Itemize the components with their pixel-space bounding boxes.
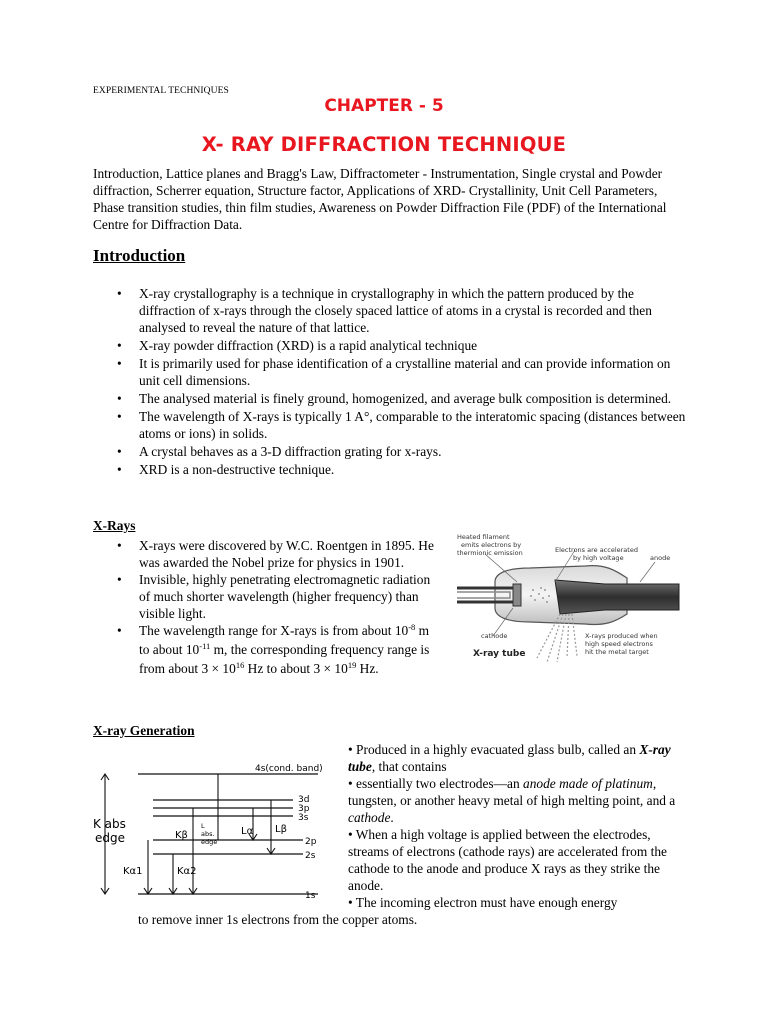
label-k-beta: Kβ [175, 830, 188, 841]
label-filament: Heated filament [457, 533, 510, 541]
exponent: 16 [235, 660, 245, 670]
text-run: , that contains [371, 759, 447, 774]
list-item: • Invisible, highly penetrating electromagnetic radiation of much shorter wavelength (higher frequency) than visible light. [93, 571, 438, 622]
label-l-abs: abs. [201, 830, 215, 838]
generation-paragraph: • When a high voltage is applied between the electrodes, streams of electrons (cathode rays) are accelerated from the cathode to the anode and produce X rays as they strike the anode. [348, 827, 667, 893]
list-item: • The analysed material is finely ground, homogenized, and average bulk composition is determined. [93, 390, 689, 407]
label-k-alpha1: Kα1 [123, 866, 143, 877]
range-text: m, the corresponding frequency range is from about 3 × 10 [139, 642, 430, 676]
anode-electrode [555, 580, 679, 614]
label-xray-tube: X-ray tube [473, 649, 526, 659]
page-title: X- RAY DIFFRACTION TECHNIQUE [201, 133, 567, 156]
label-produced: hit the metal target [585, 648, 649, 656]
level-label: 3d [298, 795, 310, 805]
list-item: • X-ray powder diffraction (XRD) is a rapid analytical technique [93, 337, 689, 354]
emphasis: cathode [348, 810, 391, 825]
generation-paragraph [348, 741, 678, 775]
label-filament: thermionic emission [457, 549, 523, 557]
label-anode: anode [650, 554, 671, 562]
level-label: 3p [298, 804, 310, 814]
list-item-range [93, 622, 438, 679]
list-item: • The wavelength of X-rays is typically 1 A°, comparable to the interatomic spacing (distances between atoms or ions) in solids. [93, 408, 689, 442]
energy-levels [138, 774, 318, 894]
label-accelerated: Electrons are accelerated [555, 546, 638, 554]
generation-heading: X-ray Generation [93, 723, 195, 738]
label-accelerated: by high voltage [573, 554, 624, 562]
range-text: Hz to about 3 × 10 [244, 661, 348, 676]
range-text: Hz. [356, 661, 379, 676]
xray-tube-figure [455, 530, 680, 665]
xrays-list [93, 537, 438, 679]
label-l-abs: edge [201, 838, 218, 846]
level-label: 4s(cond. band) [255, 764, 323, 774]
level-label: 3s [298, 813, 309, 823]
chapter-number: CHAPTER - 5 [324, 96, 444, 116]
emphasis: X-ray tube [348, 742, 671, 774]
emphasis: anode made of platinum [523, 776, 653, 791]
label-produced: high speed electrons [585, 640, 653, 648]
level-label: 2p [305, 837, 317, 847]
label-k-abs: K abs [93, 817, 126, 831]
range-text: m to about 10 [139, 623, 430, 657]
label-l-beta: Lβ [275, 824, 287, 835]
text-run: • Produced in a highly evacuated glass bulb, called an [348, 742, 637, 757]
list-item: • XRD is a non-destructive technique. [93, 461, 689, 478]
list-item: • A crystal behaves as a 3-D diffraction grating for x-rays. [93, 443, 689, 460]
exponent: -11 [199, 641, 211, 651]
section-label: EXPERIMENTAL TECHNIQUES [93, 86, 229, 96]
text-run: , tungsten, or another heavy metal of high melting point, and a [348, 776, 676, 808]
label-l-alpha: Lα [241, 826, 254, 837]
label-k-abs: edge [95, 831, 125, 845]
generation-continuation: to remove inner 1s electrons from the copper atoms. [138, 912, 418, 927]
exponent: 19 [347, 660, 357, 670]
text-run: • essentially two electrodes—an [348, 776, 520, 791]
range-text: The wavelength range for X-rays is from about 10 [139, 623, 409, 638]
generation-paragraph [348, 775, 678, 826]
generation-text [348, 741, 678, 911]
intro-heading: Introduction [93, 246, 186, 265]
list-item: • It is primarily used for phase identification of a crystalline material and can provide information on unit cell dimensions. [93, 355, 689, 389]
exponent: -8 [408, 622, 416, 632]
level-label: 1s [305, 891, 316, 901]
text-run: . [390, 810, 394, 825]
generation-paragraph: • The incoming electron must have enough energy [348, 895, 618, 910]
label-filament: emits electrons by [461, 541, 522, 549]
list-item: • X-rays were discovered by W.C. Roentgen in 1895. He was awarded the Nobel prize for physics in 1901. [93, 537, 438, 571]
chapter-summary: Introduction, Lattice planes and Bragg's Law, Diffractometer - Instrumentation, Single crystal and Powder diffraction, Scherrer equation, Structure factor, Applications of XRD- Crystallinity, Unit Cell Parameters, Phase transition studies, thin film studies, Awareness on Powder Diffraction File (PDF) of the International Centre for Diffraction Data. [93, 166, 667, 232]
energy-level-figure [93, 756, 343, 906]
list-item: • X-ray crystallography is a technique in crystallography in which the pattern produced by the diffraction of x-rays through the closely spaced lattice of atoms in a crystal is recorded and then analysed to reveal the nature of that lattice. [93, 285, 689, 336]
label-k-alpha2: Kα2 [177, 866, 197, 877]
intro-list [93, 285, 689, 479]
level-label: 2s [305, 851, 316, 861]
label-produced: X-rays produced when [585, 632, 658, 640]
label-l-abs: L [201, 822, 205, 830]
label-cathode: cathode [481, 632, 508, 640]
xrays-heading: X-Rays [93, 518, 136, 533]
